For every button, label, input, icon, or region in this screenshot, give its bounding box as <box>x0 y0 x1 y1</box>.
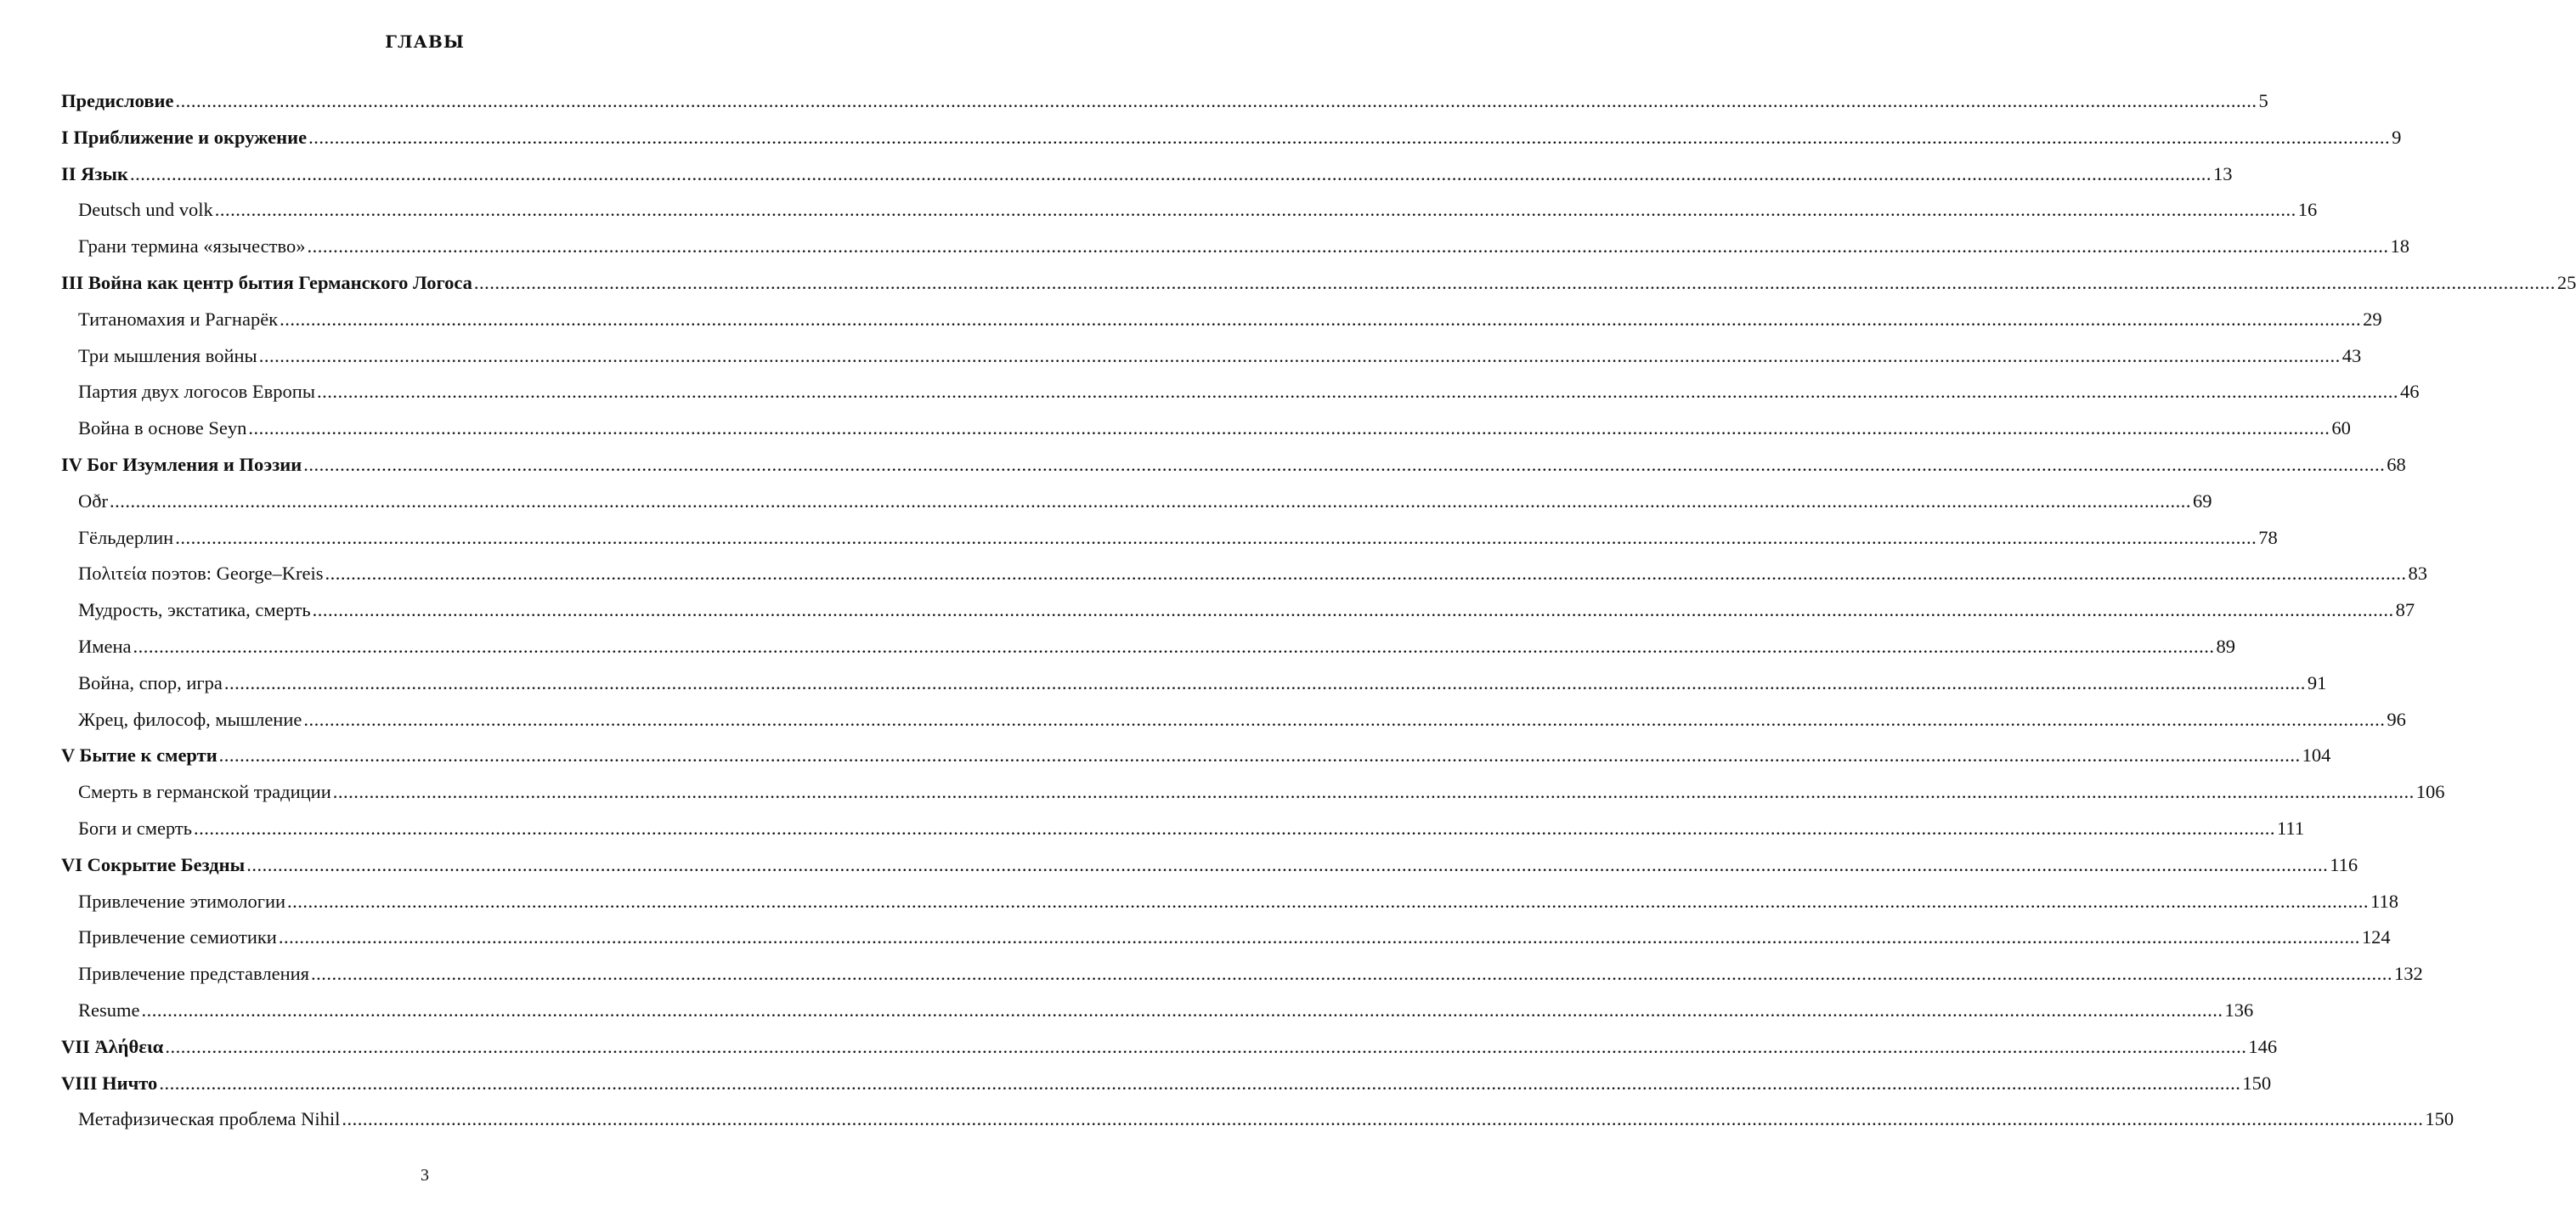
dot-leader: ................................................................................................................................................................................................................................................................................................................................................................................................................ <box>246 853 2329 875</box>
toc-entry-title: Титаномахия и Рагнарёк <box>78 308 279 330</box>
toc-section-entry[interactable] <box>61 956 2423 993</box>
toc-entry-title: Война в основе Seyn <box>78 417 247 439</box>
dot-leader: ................................................................................................................................................................................................................................................................................................................................................................................................................ <box>308 126 2391 148</box>
toc-entry-page: 16 <box>2297 199 2318 221</box>
dot-leader: ................................................................................................................................................................................................................................................................................................................................................................................................................ <box>342 1108 2424 1130</box>
toc-section-entry[interactable] <box>61 374 2420 410</box>
toc-section-entry[interactable] <box>61 1101 2455 1138</box>
dot-leader: ................................................................................................................................................................................................................................................................................................................................................................................................................ <box>303 708 2386 730</box>
toc-entry-page: 150 <box>2242 1072 2272 1094</box>
toc-section-entry[interactable] <box>61 520 2278 557</box>
toc-chapter-entry[interactable] <box>61 1066 2272 1102</box>
toc-entry-title: Жрец, философ, мышление <box>78 708 302 730</box>
dot-leader: ................................................................................................................................................................................................................................................................................................................................................................................................................ <box>133 635 2215 657</box>
toc-entry-page: 124 <box>2361 926 2391 948</box>
dot-leader: ................................................................................................................................................................................................................................................................................................................................................................................................................ <box>223 671 2306 693</box>
toc-entry-title: Гёльдерлин <box>78 526 174 548</box>
dot-leader: ................................................................................................................................................................................................................................................................................................................................................................................................................ <box>312 599 2394 621</box>
toc-entry-page: 104 <box>2302 744 2331 767</box>
dot-leader: ................................................................................................................................................................................................................................................................................................................................................................................................................ <box>159 1072 2241 1094</box>
page-number: 3 <box>421 1166 429 1185</box>
dot-leader: ................................................................................................................................................................................................................................................................................................................................................................................................................ <box>141 999 2223 1021</box>
table-of-contents <box>61 83 2576 1138</box>
toc-entry-page: 87 <box>2395 599 2415 621</box>
toc-section-entry[interactable] <box>61 338 2362 375</box>
dot-leader: ................................................................................................................................................................................................................................................................................................................................................................................................................ <box>278 926 2360 948</box>
toc-section-entry[interactable] <box>61 592 2415 629</box>
toc-entry-title: Привлечение представления <box>78 963 309 985</box>
dot-leader: ................................................................................................................................................................................................................................................................................................................................................................................................................ <box>175 90 2257 111</box>
toc-chapter-entry[interactable] <box>61 847 2359 884</box>
toc-entry-page: 29 <box>2363 308 2382 330</box>
dot-leader: ................................................................................................................................................................................................................................................................................................................................................................................................................ <box>473 271 2556 293</box>
toc-entry-title: V Бытие к смерти <box>61 744 217 767</box>
dot-leader: ................................................................................................................................................................................................................................................................................................................................................................................................................ <box>325 563 2407 585</box>
dot-leader: ................................................................................................................................................................................................................................................................................................................................................................................................................ <box>280 308 2362 330</box>
toc-entry-page: 69 <box>2193 489 2212 512</box>
dot-leader: ................................................................................................................................................................................................................................................................................................................................................................................................................ <box>165 1035 2247 1057</box>
toc-entry-page: 118 <box>2370 890 2398 912</box>
toc-entry-title: Deutsch und volk <box>78 199 213 221</box>
toc-entry-page: 5 <box>2258 90 2268 111</box>
toc-section-entry[interactable] <box>61 229 2409 265</box>
toc-section-entry[interactable] <box>61 302 2382 338</box>
toc-entry-page: 43 <box>2342 344 2362 366</box>
toc-section-entry[interactable] <box>61 884 2398 920</box>
toc-entry-page: 136 <box>2224 999 2254 1021</box>
dot-leader: ................................................................................................................................................................................................................................................................................................................................................................................................................ <box>258 344 2341 366</box>
toc-entry-page: 150 <box>2425 1108 2455 1130</box>
toc-entry-page: 60 <box>2331 417 2351 439</box>
toc-entry-title: Мудрость, экстатика, смерть <box>78 599 311 621</box>
toc-entry-page: 18 <box>2390 235 2409 257</box>
toc-chapter-entry[interactable] <box>61 738 2331 774</box>
toc-entry-title: Смерть в германской традиции <box>78 781 331 803</box>
dot-leader: ................................................................................................................................................................................................................................................................................................................................................................................................................ <box>248 417 2330 439</box>
toc-entry-page: 116 <box>2330 853 2359 875</box>
toc-entry-title: I Приближение и окружение <box>61 126 308 148</box>
toc-section-entry[interactable] <box>61 484 2212 520</box>
toc-entry-page: 25 <box>2556 271 2576 293</box>
toc-entry-page: 146 <box>2248 1035 2278 1057</box>
dot-leader: ................................................................................................................................................................................................................................................................................................................................................................................................................ <box>287 890 2370 912</box>
toc-entry-title: Партия двух логосов Европы <box>78 381 315 403</box>
toc-entry-title: II Язык <box>61 162 128 184</box>
toc-section-entry[interactable] <box>61 556 2427 592</box>
toc-section-entry[interactable] <box>61 920 2391 956</box>
dot-leader: ................................................................................................................................................................................................................................................................................................................................................................................................................ <box>303 453 2386 475</box>
dot-leader: ................................................................................................................................................................................................................................................................................................................................................................................................................ <box>218 744 2301 767</box>
toc-entry-title: Грани термина «язычество» <box>78 235 306 257</box>
toc-section-entry[interactable] <box>61 993 2254 1029</box>
toc-entry-page: 78 <box>2258 526 2278 548</box>
toc-section-entry[interactable] <box>61 774 2445 811</box>
toc-entry-title: III Война как центр бытия Германского Логоса <box>61 271 472 293</box>
dot-leader: ................................................................................................................................................................................................................................................................................................................................................................................................................ <box>332 781 2415 803</box>
toc-entry-title: Привлечение этимологии <box>78 890 286 912</box>
toc-chapter-entry[interactable] <box>61 447 2406 484</box>
toc-entry-title: Три мышления войны <box>78 344 257 366</box>
toc-entry-page: 111 <box>2277 817 2305 839</box>
toc-entry-page: 89 <box>2216 635 2236 657</box>
dot-leader: ................................................................................................................................................................................................................................................................................................................................................................................................................ <box>110 489 2191 512</box>
page-title: главы <box>385 25 465 54</box>
toc-entry-title: VI Сокрытие Бездны <box>61 853 246 875</box>
toc-entry-page: 68 <box>2387 453 2406 475</box>
toc-entry-page: 13 <box>2212 162 2233 184</box>
toc-section-entry[interactable] <box>61 811 2305 847</box>
toc-entry-title: Война, спор, игра <box>78 671 223 693</box>
toc-entry-title: Привлечение семиотики <box>78 926 277 948</box>
toc-entry-title: VIII Ничто <box>61 1072 158 1094</box>
toc-chapter-entry[interactable] <box>61 120 2402 156</box>
toc-section-entry[interactable] <box>61 192 2318 229</box>
toc-entry-title: Resume <box>78 999 140 1021</box>
dot-leader: ................................................................................................................................................................................................................................................................................................................................................................................................................ <box>194 817 2275 839</box>
dot-leader: ................................................................................................................................................................................................................................................................................................................................................................................................................ <box>316 381 2398 403</box>
toc-entry-title: Oðr <box>78 489 108 512</box>
toc-section-entry[interactable] <box>61 629 2236 665</box>
toc-entry-page: 9 <box>2392 126 2402 148</box>
toc-chapter-entry[interactable] <box>61 265 2576 302</box>
dot-leader: ................................................................................................................................................................................................................................................................................................................................................................................................................ <box>307 235 2389 257</box>
toc-entry-page: 91 <box>2307 671 2327 693</box>
toc-entry-title: Метафизическая проблема Nihil <box>78 1108 341 1130</box>
toc-section-entry[interactable] <box>61 665 2327 702</box>
toc-chapter-entry[interactable] <box>61 83 2268 120</box>
toc-entry-title: Боги и смерть <box>78 817 192 839</box>
dot-leader: ................................................................................................................................................................................................................................................................................................................................................................................................................ <box>175 526 2257 548</box>
toc-entry-title: VII Ἀλήθεια <box>61 1035 164 1057</box>
toc-section-entry[interactable] <box>61 410 2351 447</box>
toc-chapter-entry[interactable] <box>61 156 2233 193</box>
toc-entry-page: 106 <box>2415 781 2445 803</box>
toc-entry-page: 132 <box>2394 963 2423 985</box>
toc-entry-title: IV Бог Изумления и Поэзии <box>61 453 302 475</box>
toc-chapter-entry[interactable] <box>61 1029 2278 1066</box>
dot-leader: ................................................................................................................................................................................................................................................................................................................................................................................................................ <box>129 162 2212 184</box>
toc-entry-page: 96 <box>2387 708 2406 730</box>
toc-entry-page: 46 <box>2399 381 2420 403</box>
toc-section-entry[interactable] <box>61 702 2406 738</box>
toc-entry-title: Имена <box>78 635 132 657</box>
toc-entry-title: Πολιτεία поэтов: George–Kreis <box>78 563 324 585</box>
dot-leader: ................................................................................................................................................................................................................................................................................................................................................................................................................ <box>311 963 2392 985</box>
toc-entry-page: 83 <box>2408 563 2427 585</box>
dot-leader: ................................................................................................................................................................................................................................................................................................................................................................................................................ <box>214 199 2296 221</box>
toc-entry-title: Предисловие <box>61 90 174 111</box>
